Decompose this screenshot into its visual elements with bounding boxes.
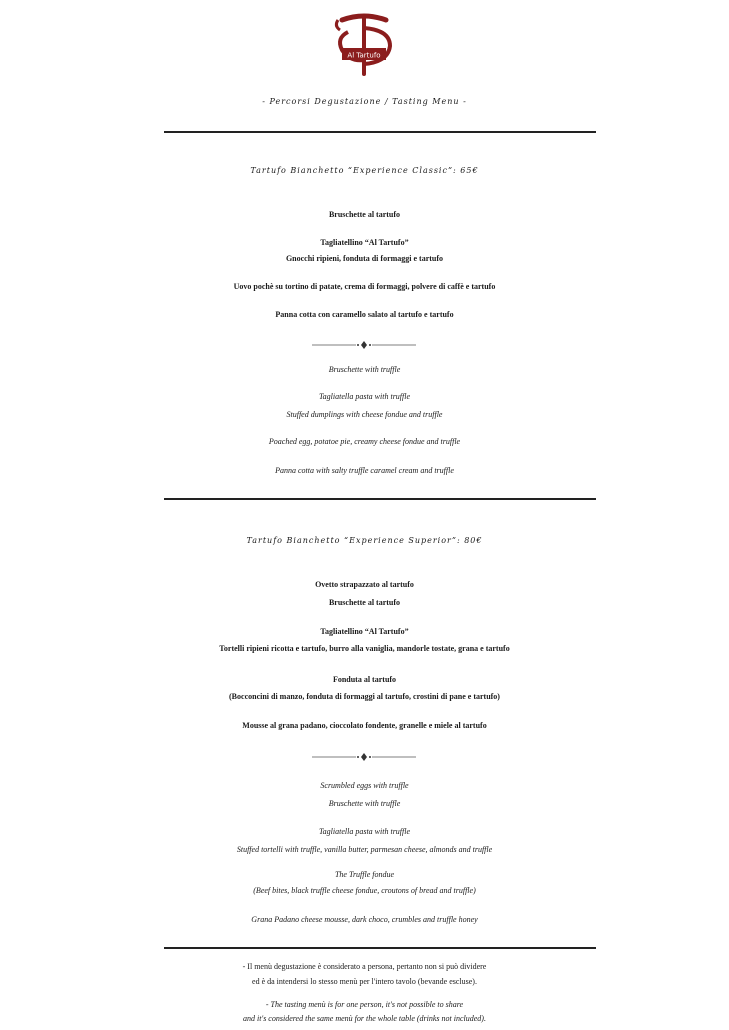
classic-heading: Tartufo Bianchetto “Experience Classic”: 65€ (250, 166, 479, 175)
classic-en-course-2: Tagliatella pasta with truffle (318, 392, 411, 401)
superior-it-course-3: Tagliatellino “Al Tartufo” (320, 627, 409, 636)
superior-it-course-5: Fonduta al tartufo (332, 675, 397, 684)
classic-en-course-5: Panna cotta with salty truffle caramel cream and truffle (275, 466, 454, 475)
superior-heading: Tartufo Bianchetto “Experience Superior”: 80€ (246, 536, 483, 545)
superior-en-course-1: Scrumbled eggs with truffle (320, 781, 409, 790)
section-divider (164, 498, 596, 500)
title-divider (164, 131, 596, 133)
classic-it-course-2: Tagliatellino “Al Tartufo” (320, 238, 409, 247)
notes-divider (164, 947, 596, 949)
superior-en-course-7: Grana Padano cheese mousse, dark choco, crumbles and truffle honey (251, 915, 478, 924)
note-english-line-2: and it's considered the same menù for the whole table (drinks not included). (243, 1014, 486, 1023)
classic-en-course-4: Poached egg, potatoe pie, creamy cheese fondue and truffle (268, 437, 461, 446)
classic-ornament-divider (304, 340, 424, 350)
superior-it-course-7: Mousse al grana padano, cioccolato fondente, granelle e miele al tartufo (242, 721, 487, 730)
superior-it-course-6: (Bocconcini di manzo, fonduta di formaggi al tartufo, crostini di pane e tartufo) (229, 692, 500, 701)
note-english-line-1: - The tasting menù is for one person, it's not possible to share (265, 1000, 464, 1009)
superior-it-course-4: Tortelli ripieni ricotta e tartufo, burro alla vaniglia, mandorle tostate, grana e tartufo (219, 644, 510, 653)
classic-it-course-3: Gnocchi ripieni, fonduta di formaggi e tartufo (285, 254, 444, 263)
restaurant-logo (328, 8, 400, 80)
classic-en-course-3: Stuffed dumplings with cheese fondue and truffle (286, 410, 443, 419)
superior-ornament-divider (304, 752, 424, 762)
note-italian-line-1: - Il menù degustazione è considerato a persona, pertanto non si può dividere (242, 962, 487, 971)
superior-en-course-5: The Truffle fondue (334, 870, 395, 879)
superior-en-course-6: (Beef bites, black truffle cheese fondue, croutons of bread and truffle) (253, 886, 476, 895)
superior-en-course-2: Bruschette with truffle (328, 799, 401, 808)
superior-en-course-4: Stuffed tortelli with truffle, vanilla butter, parmesan cheese, almonds and truffle (236, 845, 493, 854)
page-title: - Percorsi Degustazione / Tasting Menu - (262, 97, 467, 106)
superior-it-course-1: Ovetto strapazzato al tartufo (315, 580, 414, 589)
classic-it-course-4: Uovo pochè su tortino di patate, crema di formaggi, polvere di caffè e tartufo (233, 282, 496, 291)
classic-en-course-1: Bruschette with truffle (328, 365, 401, 374)
note-italian-line-2: ed è da intendersi lo stesso menù per l'intero tavolo (bevande escluse). (252, 977, 477, 986)
superior-it-course-2: Bruschette al tartufo (328, 598, 401, 607)
classic-it-course-1: Bruschette al tartufo (328, 210, 401, 219)
classic-it-course-5: Panna cotta con caramello salato al tartufo e tartufo (275, 310, 454, 319)
superior-en-course-3: Tagliatella pasta with truffle (318, 827, 411, 836)
logo-text: Al Tartufo (347, 51, 381, 60)
